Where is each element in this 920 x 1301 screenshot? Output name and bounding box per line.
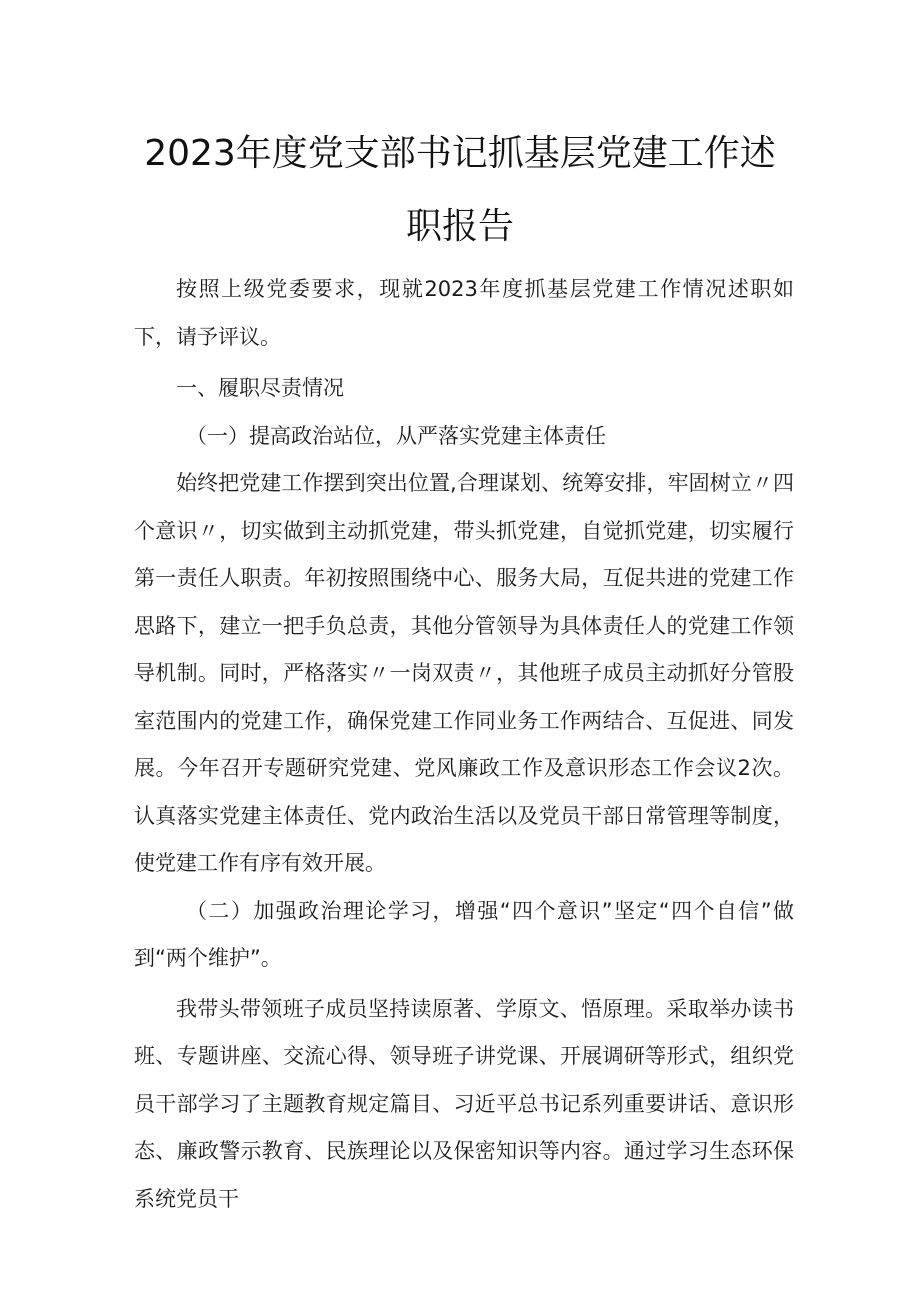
- subsection-heading-2: （二）加强政治理论学习，增强“四个意识”坚定“四个自信”做到“两个维护”。: [134, 898, 794, 970]
- document-title-line-2: 职报告: [405, 206, 514, 247]
- document-body: [134, 266, 794, 1223]
- body-paragraph-1: 始终把党建工作摆到突出位置,合理谋划、统筹安排，牢固树立〃四个意识〃，切实做到主动抓党建，带头抓党建，自觉抓党建，切实履行第一责任人职责。年初按照围绕中心、服务大局，互促共进的党建工作思路下，建立一把手负总责，其他分管领导为具体责任人的党建工作领导机制。同时，严格落实〃一岗双责〃，其他班子成员主动抓好分管股室范围内的党建工作，确保党建工作同业务工作两结合、互促进、同发展。今年召开专题研究党建、党风廉政工作及意识形态工作会议2次。认真落实党建主体责任、党内政治生活以及党员干部日常管理等制度，使党建工作有序有效开展。: [134, 471, 794, 875]
- subsection-heading-1: （一）提高政治站位，从严落实党建主体责任: [186, 423, 606, 448]
- document-title-line-1: 2023年度党支部书记抓基层党建工作述: [144, 133, 776, 174]
- body-paragraph-2: 我带头带领班子成员坚持读原著、学原文、悟原理。采取举办读书班、专题讲座、交流心得、领导班子讲党课、开展调研等形式，组织党员干部学习了主题教育规定篇目、习近平总书记系列重要讲话、意识形态、廉政警示教育、民族理论以及保密知识等内容。通过学习生态环保系统党员干: [134, 996, 794, 1211]
- section-heading: 一、履职尽责情况: [176, 376, 344, 400]
- intro-paragraph: 按照上级党委要求，现就2023年度抓基层党建工作情况述职如下，请予评议。: [134, 277, 794, 349]
